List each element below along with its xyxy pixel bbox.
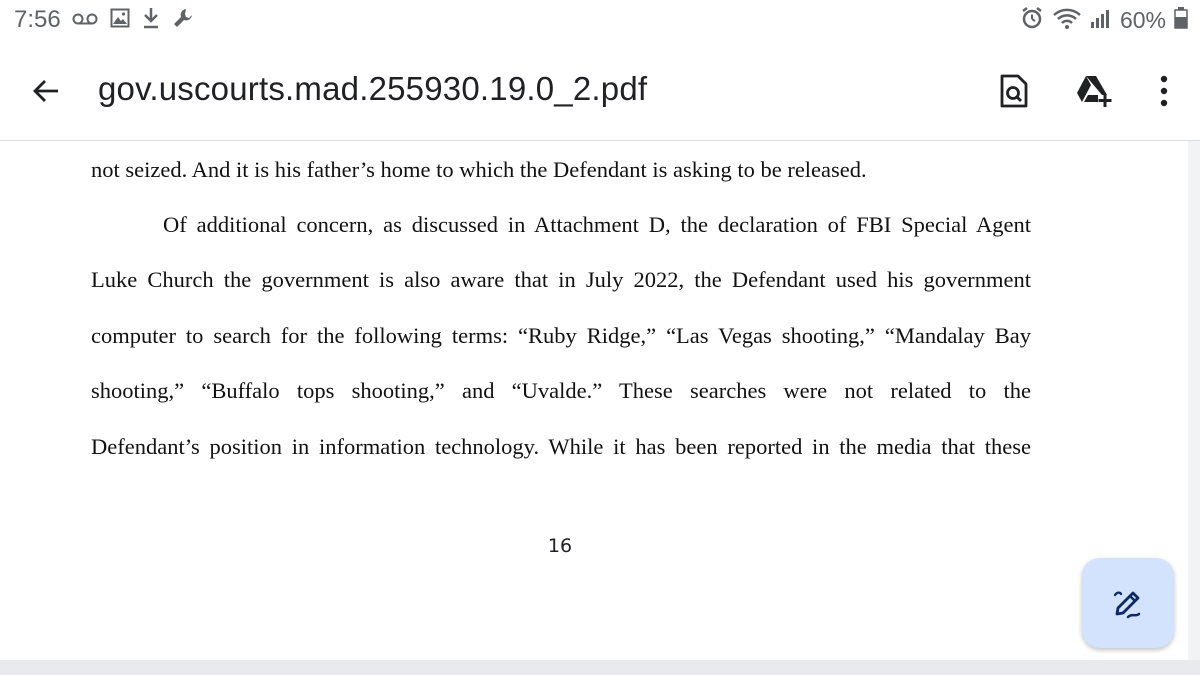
document-line: not seized. And it is his father’s home to which the Defendant is asking to be released. bbox=[91, 157, 867, 182]
battery-icon bbox=[1174, 7, 1188, 33]
arrow-back-icon bbox=[31, 76, 61, 106]
download-icon bbox=[142, 7, 160, 33]
document-line: Luke Church the government is also aware that in July 2022, the Defendant used his government bbox=[91, 267, 1031, 292]
image-icon bbox=[110, 8, 130, 32]
add-to-drive-button[interactable] bbox=[1070, 67, 1118, 115]
document-line: Of additional concern, as discussed in Attachment D, the declaration of FBI Special Agent bbox=[163, 212, 1031, 237]
signal-icon bbox=[1090, 7, 1112, 33]
page-number: 16 bbox=[547, 535, 573, 557]
status-time: 7:56 bbox=[14, 6, 61, 33]
search-in-document-button[interactable] bbox=[990, 67, 1038, 115]
document-line: shooting,” “Buffalo tops shooting,” and “Uvalde.” These searches were not related to the bbox=[91, 378, 1031, 403]
wrench-icon bbox=[172, 7, 194, 33]
search-document-icon bbox=[999, 74, 1029, 108]
more-options-button[interactable] bbox=[1140, 67, 1188, 115]
voicemail-icon bbox=[72, 11, 98, 30]
alarm-icon bbox=[1020, 6, 1044, 34]
document-line: computer to search for the following terms: “Ruby Ridge,” “Las Vegas shooting,” “Mandalay Bay bbox=[91, 323, 1031, 348]
back-button[interactable] bbox=[22, 67, 70, 115]
status-left-icons bbox=[72, 8, 194, 32]
page-bottom-edge bbox=[0, 660, 1200, 675]
add-to-drive-icon bbox=[1074, 74, 1114, 108]
status-right-group bbox=[1020, 6, 1188, 34]
annotate-pen-icon bbox=[1111, 586, 1145, 620]
app-bar bbox=[0, 42, 1200, 141]
document-title: gov.uscourts.mad.255930.19.0_2.pdf bbox=[98, 70, 648, 107]
battery-percentage: 60% bbox=[1119, 6, 1166, 33]
document-line: Defendant’s position in information technology. While it has been reported in the media that these bbox=[91, 434, 1031, 459]
more-vert-icon bbox=[1159, 75, 1169, 107]
status-bar bbox=[0, 0, 1200, 42]
annotate-button[interactable] bbox=[1082, 558, 1174, 648]
scrollbar[interactable] bbox=[1188, 141, 1200, 660]
wifi-icon bbox=[1052, 6, 1082, 34]
